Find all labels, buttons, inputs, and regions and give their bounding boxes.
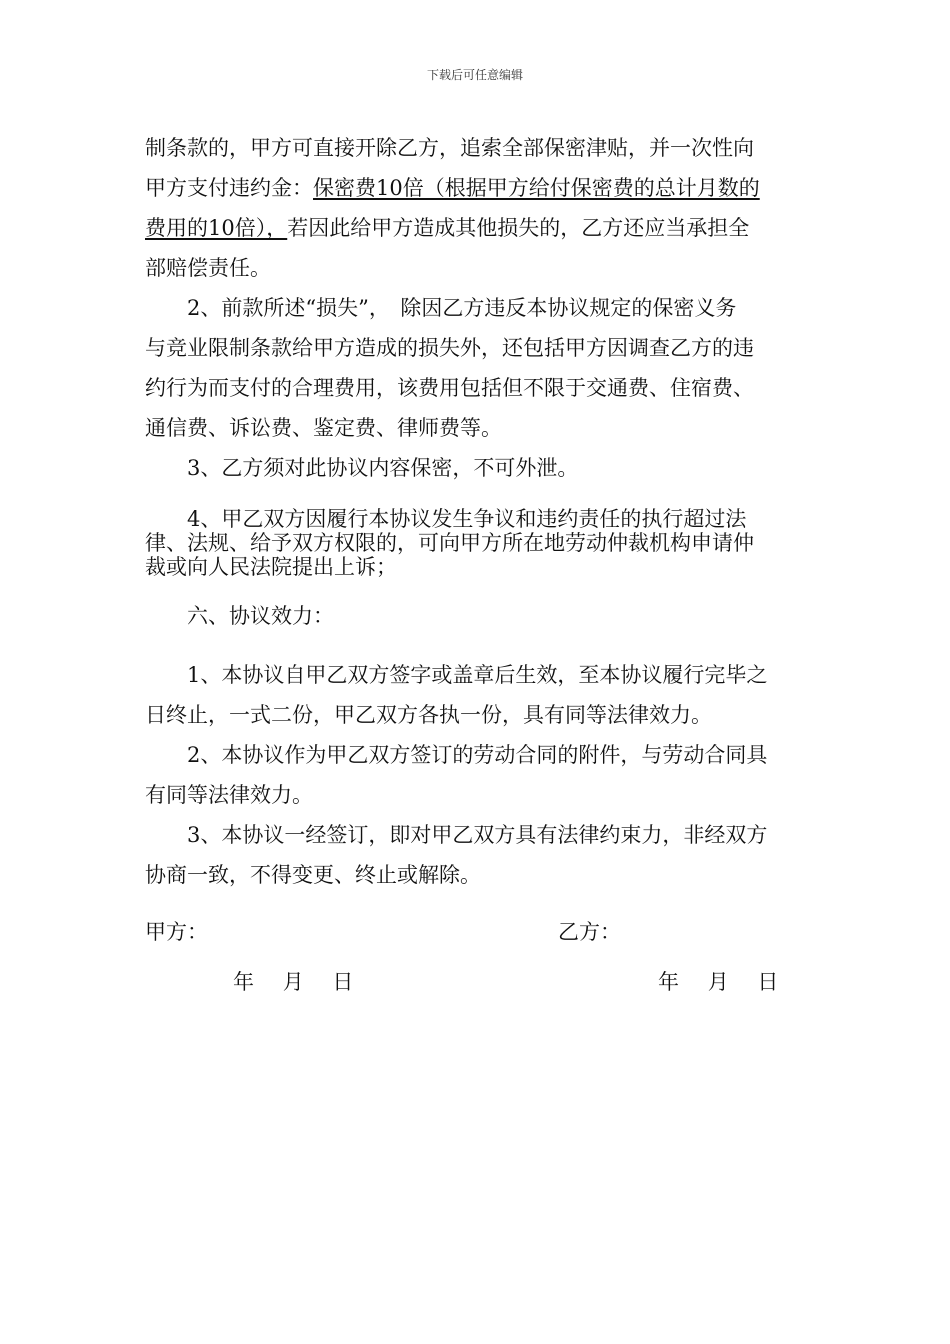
clause-6-2-line-2: 有同等法律效力。	[145, 783, 313, 807]
party-b-date-day: 日	[757, 970, 779, 994]
clause-5-3: 3、乙方须对此协议内容保密，不可外泄。	[145, 456, 579, 480]
clause-5-2-line-1: 2、前款所述“损失”， 除因乙方违反本协议规定的保密义务	[145, 296, 737, 320]
party-b-date	[658, 968, 778, 996]
clause-6-2-line-1: 2、本协议作为甲乙双方签订的劳动合同的附件，与劳动合同具	[145, 743, 768, 767]
clause-5-2-line-3: 约行为而支付的合理费用，该费用包括但不限于交通费、住宿费、	[145, 376, 754, 400]
penalty-amount-text-end: 费用的10倍），	[145, 216, 288, 240]
section-6-heading: 六、协议效力：	[145, 604, 334, 628]
penalty-amount-text: 保密费10倍（根据甲方给付保密费的总计月数的	[313, 176, 760, 200]
party-a-date	[233, 968, 353, 996]
party-a-date-day: 日	[332, 970, 354, 994]
party-a-label: 甲方：	[145, 920, 208, 944]
party-a-date-month: 月	[282, 970, 304, 994]
clause-5-4-line-2: 律、法规、给予双方权限的，可向甲方所在地劳动仲裁机构申请仲	[145, 531, 754, 555]
clause-5-1-line-2	[145, 174, 810, 202]
clause-5-2-line-2: 与竞业限制条款给甲方造成的损失外，还包括甲方因调查乙方的违	[145, 336, 754, 360]
clause-5-4-line-3: 裁或向人民法院提出上诉；	[145, 555, 397, 579]
clause-5-1-line-4: 部赔偿责任。	[145, 256, 271, 280]
clause-5-2-line-4: 通信费、诉讼费、鉴定费、律师费等。	[145, 416, 502, 440]
party-a-date-year: 年	[233, 970, 254, 994]
party-b-date-month: 月	[707, 970, 729, 994]
clause-5-4-line-1: 4、甲乙双方因履行本协议发生争议和违约责任的执行超过法	[145, 507, 747, 531]
clause-5-1-line-3-rest: 若因此给甲方造成其他损失的，乙方还应当承担全	[287, 216, 750, 240]
clause-6-1-line-2: 日终止，一式二份，甲乙双方各执一份，具有同等法律效力。	[145, 703, 712, 727]
clause-5-1-line-2-lead: 甲方支付违约金：	[145, 176, 313, 200]
clause-6-3-line-1: 3、本协议一经签订，即对甲乙双方具有法律约束力，非经双方	[145, 823, 768, 847]
party-b-label: 乙方：	[558, 920, 621, 944]
clause-5-1-line-3	[145, 214, 810, 242]
page-header: 下载后可任意编辑	[426, 68, 523, 82]
party-b-date-year: 年	[658, 970, 679, 994]
clause-5-1-line-1: 制条款的，甲方可直接开除乙方，追索全部保密津贴，并一次性向	[145, 136, 754, 160]
clause-6-1-line-1: 1、本协议自甲乙双方签字或盖章后生效，至本协议履行完毕之	[145, 663, 768, 687]
clause-6-3-line-2: 协商一致，不得变更、终止或解除。	[145, 863, 481, 887]
